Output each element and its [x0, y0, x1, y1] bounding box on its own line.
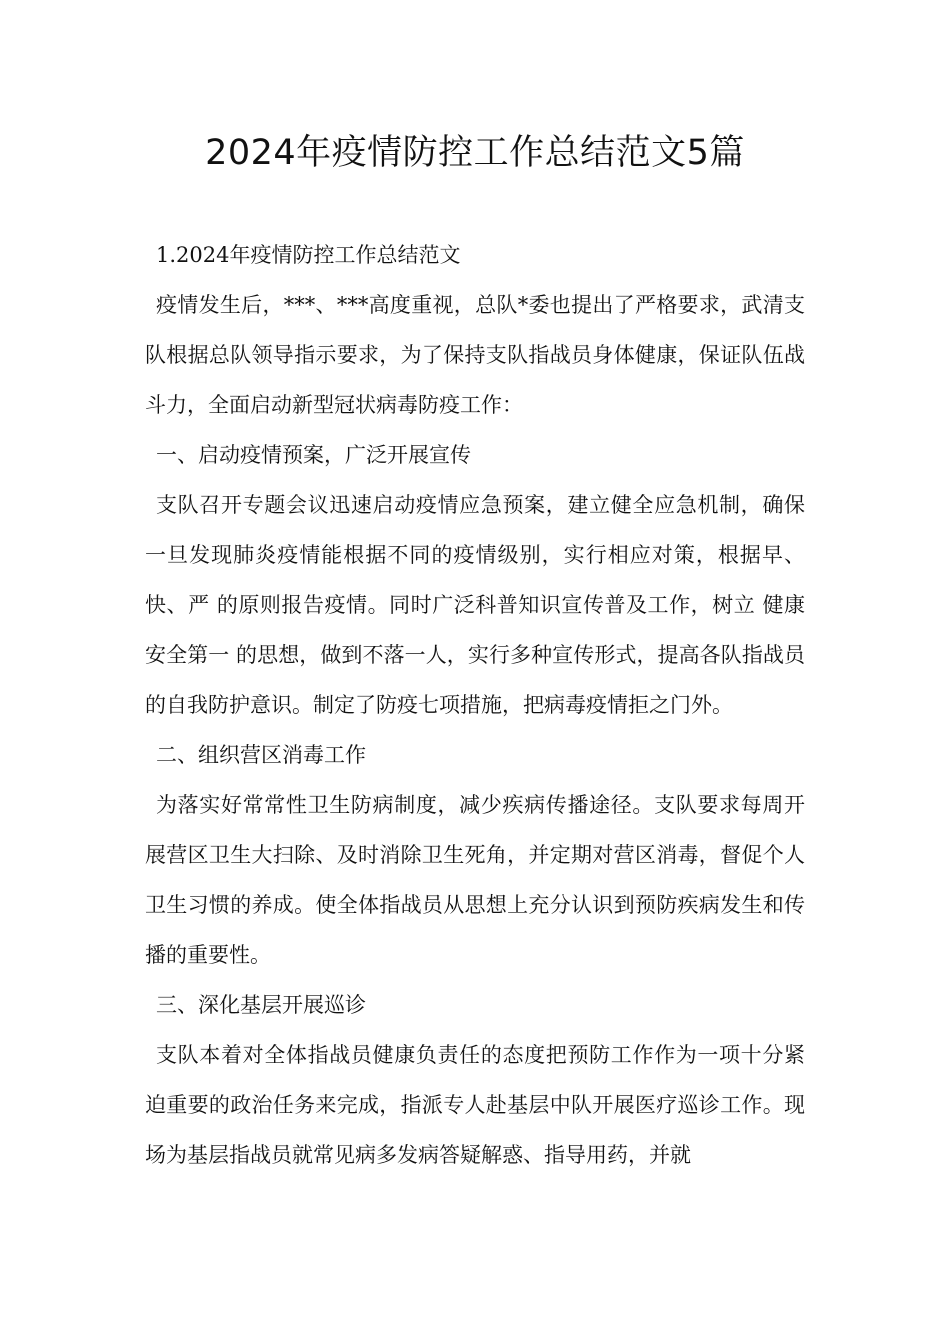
- intro-paragraph: 疫情发生后，***、***高度重视，总队*委也提出了严格要求，武清支队根据总队领导指示要求，为了保持支队指战员身体健康，保证队伍战斗力，全面启动新型冠状病毒防疫工作：: [145, 293, 805, 417]
- section-1-paragraph: 支队召开专题会议迅速启动疫情应急预案，建立健全应急机制，确保一旦发现肺炎疫情能根据不同的疫情级别，实行相应对策，根据早、快、严 的原则报告疫情。同时广泛科普知识宣传普及工作，树立 健康安全第一 的思想，做到不落一人，实行多种宣传形式，提高各队指战员的自我防护意识。制定了防疫七项措施，把病毒疫情拒之门外。: [145, 493, 805, 717]
- section-1-heading: 一、启动疫情预案，广泛开展宣传: [156, 443, 471, 467]
- document-body: [145, 230, 805, 1180]
- document-title: 2024年疫情防控工作总结范文5篇: [205, 133, 745, 173]
- section-3-heading: 三、深化基层开展巡诊: [156, 993, 366, 1017]
- section-2-heading: 二、组织营区消毒工作: [156, 743, 366, 767]
- article-subtitle: 1.2024年疫情防控工作总结范文: [156, 243, 461, 267]
- section-2-paragraph: 为落实好常常性卫生防病制度，减少疾病传播途径。支队要求每周开展营区卫生大扫除、及时消除卫生死角，并定期对营区消毒，督促个人卫生习惯的养成。使全体指战员从思想上充分认识到预防疾病发生和传播的重要性。: [145, 793, 805, 967]
- section-3-paragraph: 支队本着对全体指战员健康负责任的态度把预防工作作为一项十分紧迫重要的政治任务来完成，指派专人赴基层中队开展医疗巡诊工作。现场为基层指战员就常见病多发病答疑解惑、指导用药，并就: [145, 1043, 805, 1167]
